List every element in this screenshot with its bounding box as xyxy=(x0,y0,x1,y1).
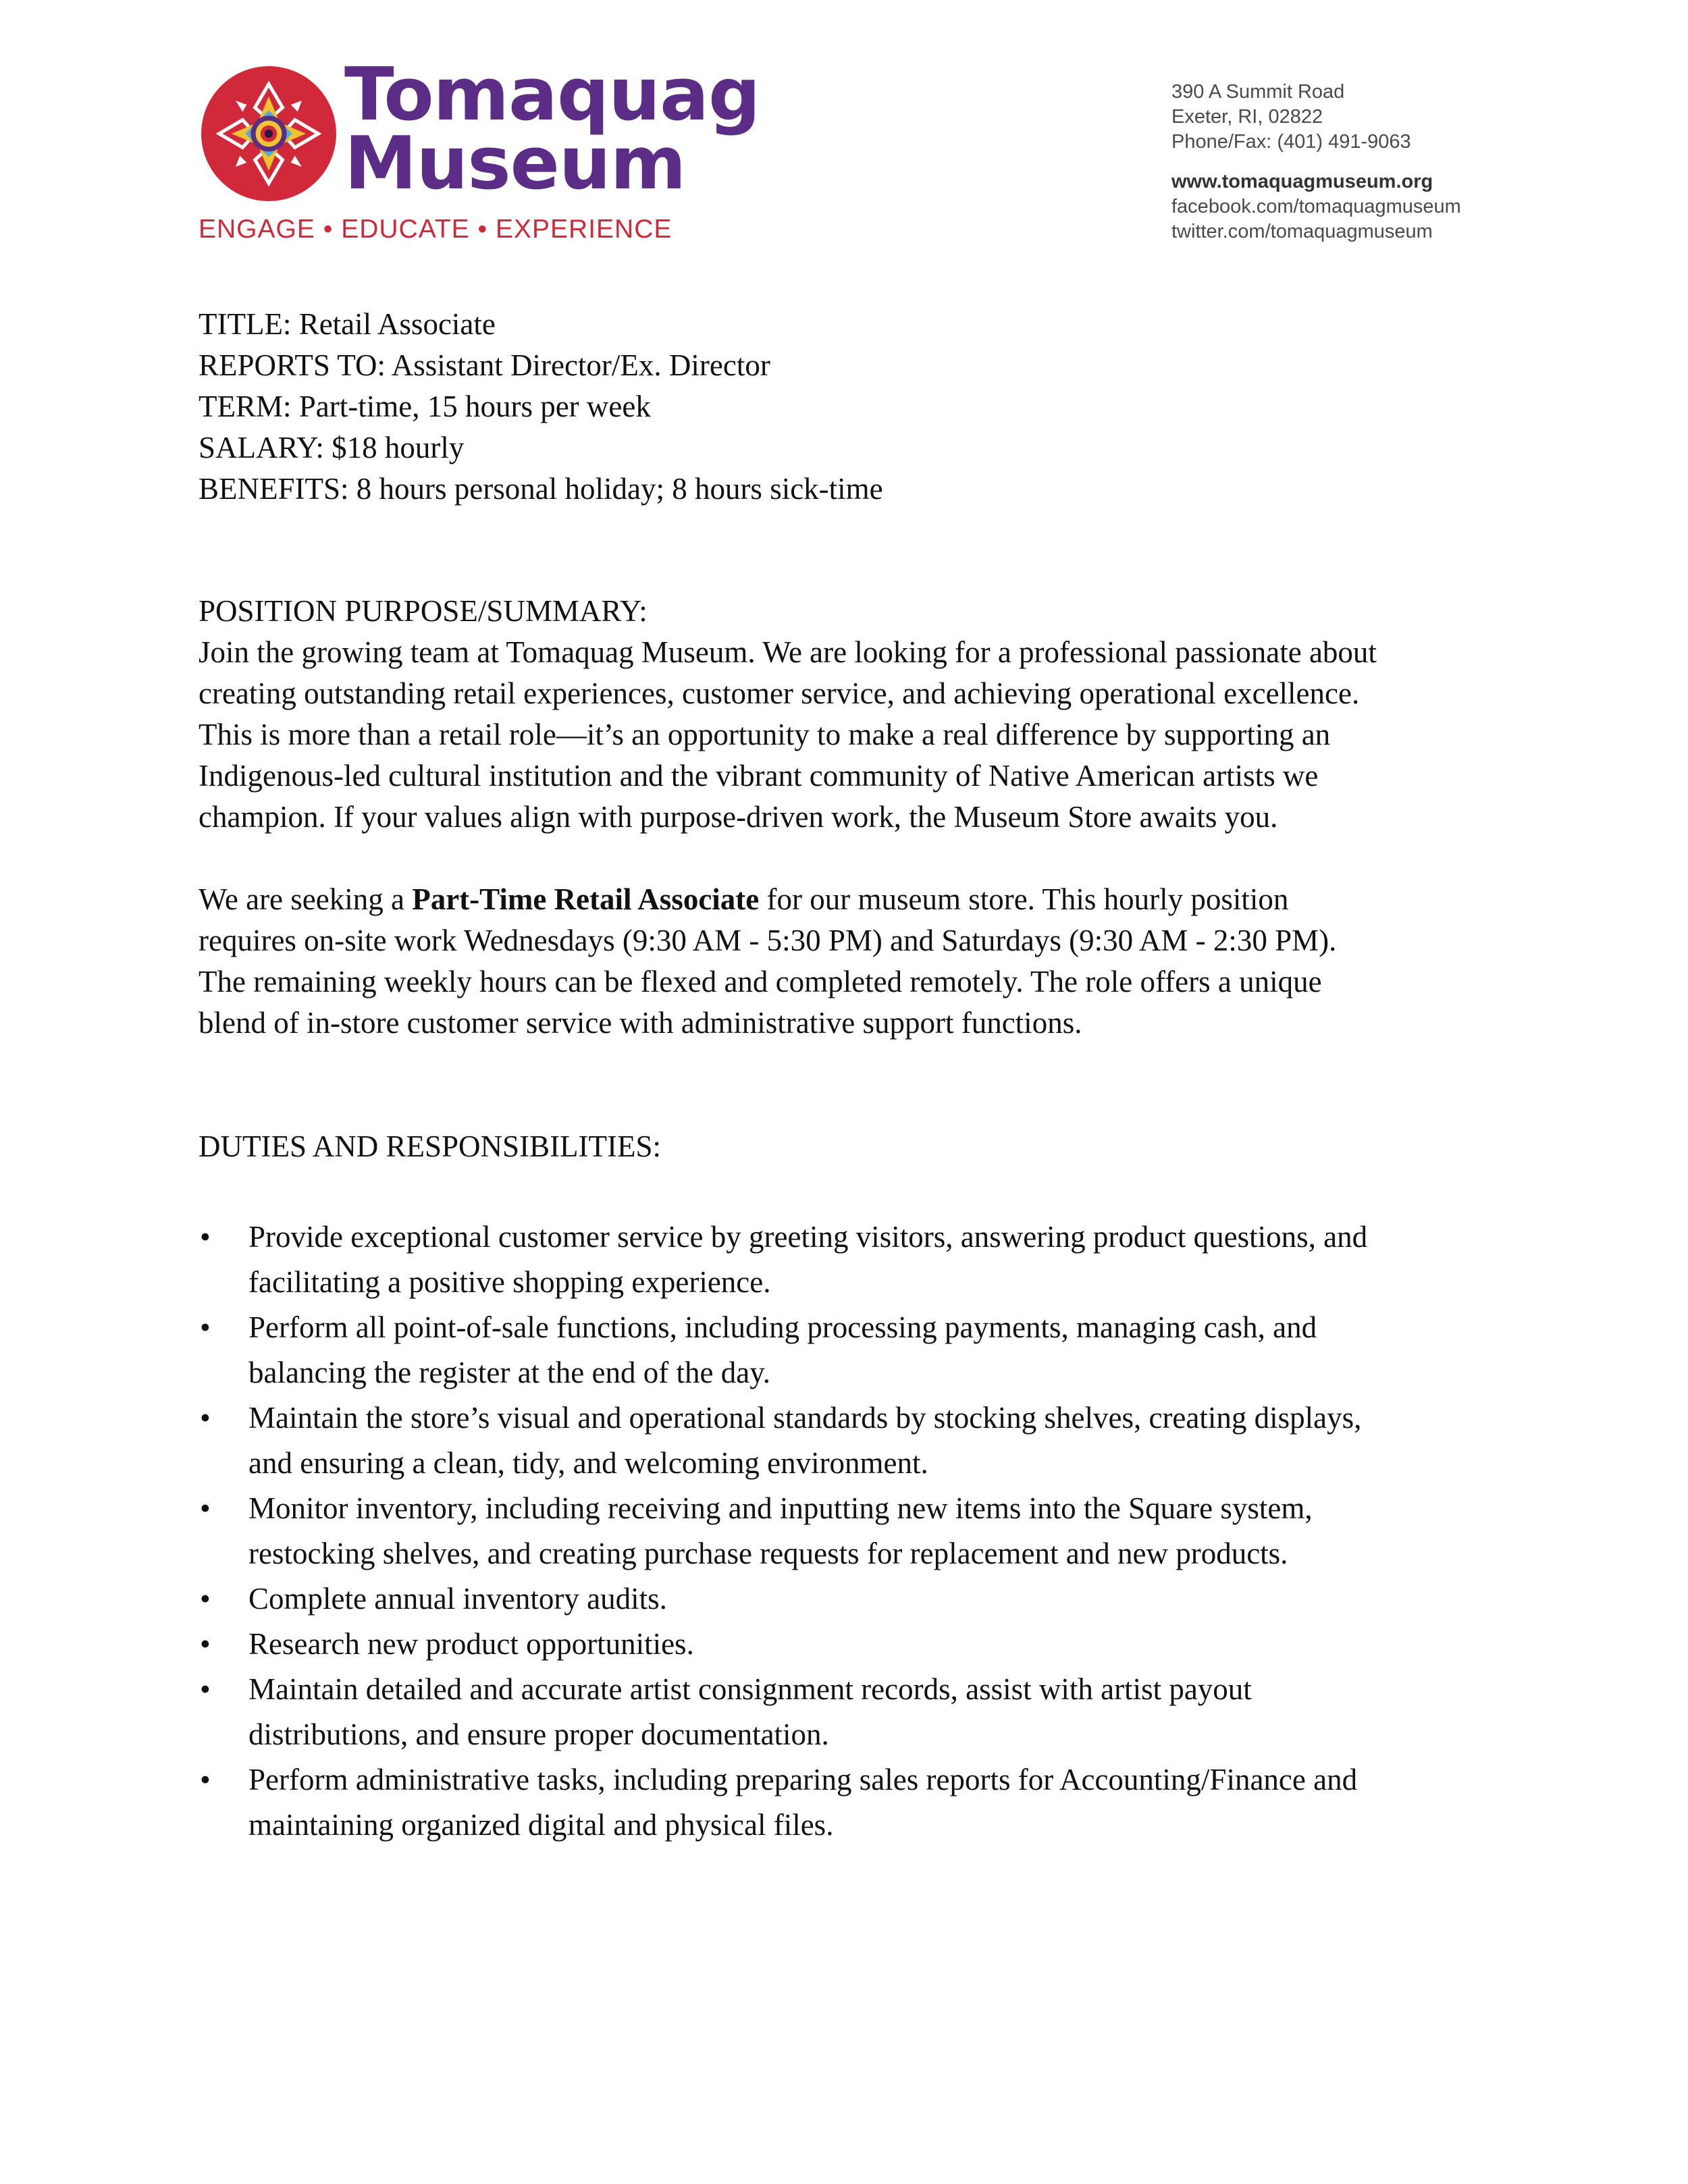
summary-p1-line: Indigenous-led cultural institution and the vibrant community of Native American artists we xyxy=(199,759,1319,793)
summary-p1-line: This is more than a retail role—it’s an opportunity to make a real difference by supporting an xyxy=(199,718,1331,751)
duties-list xyxy=(199,1215,1522,1848)
bullet-icon: • xyxy=(200,1672,211,1706)
duty-line: balancing the register at the end of the day. xyxy=(248,1356,771,1389)
bullet-icon: • xyxy=(200,1763,211,1796)
summary-p1-line: creating outstanding retail experiences, customer service, and achieving operational excellence. xyxy=(199,676,1360,710)
document-body xyxy=(199,304,1522,1848)
duty-item xyxy=(199,1622,1522,1667)
duty-item xyxy=(199,1667,1522,1757)
section-spacer xyxy=(199,510,1522,591)
museum-logo-wordmark xyxy=(344,53,760,206)
twitter-link[interactable]: twitter.com/tomaquagmuseum xyxy=(1171,221,1433,242)
duty-line: Research new product opportunities. xyxy=(248,1627,694,1661)
duty-line: maintaining organized digital and physical files. xyxy=(248,1808,834,1842)
summary-p2-line: blend of in-store customer service with administrative support functions. xyxy=(199,1006,1082,1040)
address-line-1: 390 A Summit Road xyxy=(1171,81,1345,103)
summary-p2-line: The remaining weekly hours can be flexed and completed remotely. The role offers a unique xyxy=(199,965,1322,998)
logo-line-2: Museum xyxy=(344,122,686,206)
summary-p2-text: We are seeking a xyxy=(199,882,413,916)
duty-item xyxy=(199,1486,1522,1576)
salary-line: SALARY: $18 hourly xyxy=(199,431,465,464)
benefits-line: BENEFITS: 8 hours personal holiday; 8 hours sick-time xyxy=(199,472,883,506)
summary-p2-line xyxy=(199,879,1522,920)
duty-line: facilitating a positive shopping experience. xyxy=(248,1265,771,1299)
term-line: TERM: Part-time, 15 hours per week xyxy=(199,390,651,423)
duty-line: Provide exceptional customer service by greeting visitors, answering product questions, and xyxy=(248,1220,1368,1254)
duty-line: Perform administrative tasks, including preparing sales reports for Accounting/Finance and xyxy=(248,1763,1358,1796)
duty-line: Monitor inventory, including receiving and inputting new items into the Square system, xyxy=(248,1491,1313,1525)
bullet-icon: • xyxy=(200,1310,211,1344)
section-spacer xyxy=(199,1044,1522,1126)
summary-p2-line: requires on-site work Wednesdays (9:30 AM - 5:30 PM) and Saturdays (9:30 AM - 2:30 PM). xyxy=(199,924,1337,957)
duties-heading: DUTIES AND RESPONSIBILITIES: xyxy=(199,1129,662,1163)
reports-to-line: REPORTS TO: Assistant Director/Ex. Director xyxy=(199,348,770,382)
duty-line: Maintain the store’s visual and operational standards by stocking shelves, creating displays, xyxy=(248,1401,1362,1435)
summary-paragraph-2 xyxy=(199,879,1522,1044)
phone-fax: Phone/Fax: (401) 491-9063 xyxy=(1171,131,1411,153)
summary-heading: POSITION PURPOSE/SUMMARY: xyxy=(199,594,648,628)
bullet-icon: • xyxy=(200,1582,211,1616)
summary-p2-text: for our museum store. This hourly position xyxy=(759,882,1289,916)
duty-line: restocking shelves, and creating purchase requests for replacement and new products. xyxy=(248,1537,1288,1570)
duty-item xyxy=(199,1576,1522,1622)
duty-item xyxy=(199,1757,1522,1848)
heading-spacer xyxy=(199,1167,1522,1215)
duty-line: Maintain detailed and accurate artist consignment records, assist with artist payout xyxy=(248,1672,1252,1706)
duty-item xyxy=(199,1215,1522,1305)
paragraph-spacer xyxy=(199,838,1522,879)
museum-logo-icon xyxy=(200,65,338,203)
duty-line: Perform all point-of-sale functions, including processing payments, managing cash, and xyxy=(248,1310,1317,1344)
bullet-icon: • xyxy=(200,1220,211,1254)
position-name-bold: Part-Time Retail Associate xyxy=(412,882,760,916)
contact-block xyxy=(1171,80,1461,244)
letterhead xyxy=(196,53,1492,257)
duty-item xyxy=(199,1305,1522,1395)
summary-p1-line: champion. If your values align with purpose-driven work, the Museum Store awaits you. xyxy=(199,800,1278,834)
bullet-icon: • xyxy=(200,1627,211,1661)
duty-item xyxy=(199,1395,1522,1486)
duty-line: and ensuring a clean, tidy, and welcoming environment. xyxy=(248,1446,928,1480)
summary-p1-line: Join the growing team at Tomaquag Museum. We are looking for a professional passionate about xyxy=(199,635,1377,669)
address-line-2: Exeter, RI, 02822 xyxy=(1171,106,1323,128)
bullet-icon: • xyxy=(200,1401,211,1435)
summary-paragraph-1 xyxy=(199,632,1522,838)
duty-line: Complete annual inventory audits. xyxy=(248,1582,667,1616)
duty-line: distributions, and ensure proper documentation. xyxy=(248,1717,829,1751)
facebook-link[interactable]: facebook.com/tomaquagmuseum xyxy=(1171,196,1461,217)
logo-line-1: Tomaquag xyxy=(344,53,760,137)
job-title-line: TITLE: Retail Associate xyxy=(199,307,496,341)
website-link[interactable]: www.tomaquagmuseum.org xyxy=(1171,171,1433,192)
contact-spacer xyxy=(1171,155,1461,169)
bullet-icon: • xyxy=(200,1491,211,1525)
museum-tagline: ENGAGE • EDUCATE • EXPERIENCE xyxy=(199,215,672,244)
